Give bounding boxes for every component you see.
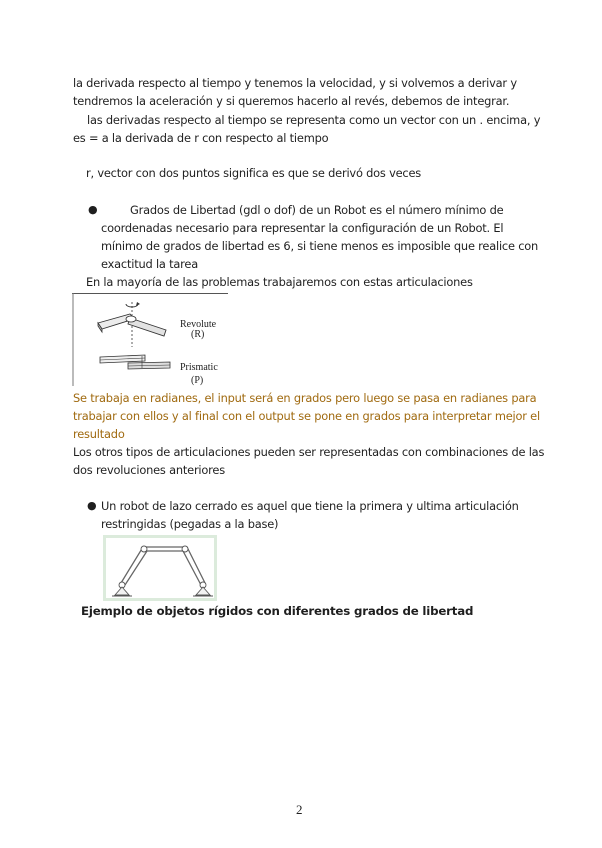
text-line: Grados de Libertad (gdl o dof) de un Robot es el número mínimo de (130, 203, 504, 217)
text-line: es = a la derivada de r con respecto al tiempo (73, 131, 329, 145)
revolute-joint-icon (98, 302, 166, 347)
paragraph-joint-types: En la mayoría de las problemas trabajaremos con estas articulaciones (86, 275, 473, 289)
revolute-label: Revolute (180, 319, 217, 330)
joint-types-figure (70, 292, 230, 387)
text-line: Los otros tipos de articulaciones pueden ser representadas con combinaciones de las (73, 445, 545, 459)
text-line: dos revoluciones anteriores (73, 463, 225, 477)
page-number: 2 (296, 802, 303, 817)
bullet-icon: ● (87, 499, 97, 512)
figure-caption: Ejemplo de objetos rígidos con diferentes grados de libertad (81, 604, 474, 618)
text-line: exactitud la tarea (101, 257, 198, 271)
text-line: resultado (73, 427, 125, 441)
prismatic-joint-icon (100, 355, 170, 369)
text-line: Un robot de lazo cerrado es aquel que tiene la primera y ultima articulación (101, 499, 519, 513)
bullet-icon: ● (88, 203, 98, 216)
text-line: las derivadas respecto al tiempo se representa como un vector con un . encima, y (87, 113, 541, 127)
text-line: tendremos la aceleración y si queremos hacerlo al revés, debemos de integrar. (73, 94, 510, 108)
prismatic-symbol: (P) (191, 375, 204, 386)
text-line: Se trabaja en radianes, el input será en grados pero luego se pasa en radianes para (73, 391, 537, 405)
revolute-symbol: (R) (191, 329, 205, 340)
closed-loop-figure (103, 535, 217, 601)
paragraph-second-derivative: r, vector con dos puntos significa es que se derivó dos veces (86, 166, 422, 180)
text-line: trabajar con ellos y al final con el output se pone en grados para interpretar mejor el (73, 409, 540, 423)
text-line: mínimo de grados de libertad es 6, si tiene menos es imposible que realice con (101, 239, 539, 253)
text-line: la derivada respecto al tiempo y tenemos la velocidad, y si volvemos a derivar y (73, 76, 517, 90)
text-line: coordenadas necesario para representar la configuración de un Robot. El (101, 221, 504, 235)
prismatic-label: Prismatic (180, 362, 218, 373)
text-line: restringidas (pegadas a la base) (101, 517, 279, 531)
